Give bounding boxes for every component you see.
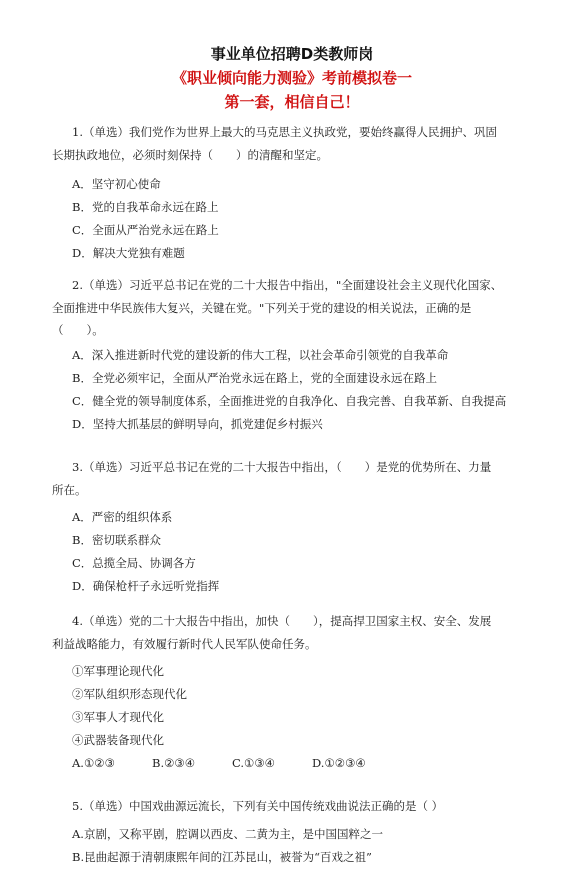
option-d: D．确保枪杆子永远听党指挥 (72, 579, 220, 593)
statement-item: ③军事人才现代化 (72, 710, 164, 724)
question-stem-line: 所在。 (52, 482, 87, 497)
option-a: A．严密的组织体系 (72, 510, 173, 524)
option-d: D．解决大党独有难题 (72, 246, 185, 260)
question-stem-line: 2.（单选）习近平总书记在党的二十大报告中指出，"全面建设社会主义现代化国家、 (72, 278, 503, 292)
option-c: C．总揽全局、协调各方 (72, 556, 196, 570)
option-d: D．坚持大抓基层的鲜明导向，抓党建促乡村振兴 (72, 416, 323, 431)
option-c: C.①③④ (232, 756, 275, 770)
statement-item: ④武器装备现代化 (72, 733, 164, 747)
option-b: B．全党必须牢记，全面从严治党永远在路上，党的全面建设永远在路上 (72, 370, 437, 385)
option-d: D.①②③④ (312, 756, 366, 770)
question-stem-line: 1.（单选）我们党作为世界上最大的马克思主义执政党，要始终赢得人民拥护、巩固 (72, 125, 497, 139)
question-5 (0, 795, 584, 869)
document-subtitle: 《职业倾向能力测验》考前模拟卷一 (171, 69, 412, 87)
question-2 (0, 274, 584, 436)
statement-item: ①军事理论现代化 (72, 664, 164, 678)
question-stem-line: 3.（单选）习近平总书记在党的二十大报告中指出，（ ）是党的优势所在、力量 (72, 460, 492, 474)
option-b: B．密切联系群众 (72, 533, 161, 547)
options-row (0, 752, 584, 775)
document-tagline: 第一套，相信自己！ (224, 93, 360, 111)
option-b: B.②③④ (152, 756, 196, 770)
document-title: 事业单位招聘D类教师岗 (210, 45, 374, 63)
question-stem-line: （ ）。 (52, 323, 104, 337)
question-3 (0, 456, 584, 598)
option-c: C．健全党的领导制度体系，全面推进党的自我净化、自我完善、自我革新、自我提高 (72, 393, 507, 408)
question-stem-line: 长期执政地位，必须时刻保持（ ）的清醒和坚定。 (52, 147, 328, 162)
option-a: A．深入推进新时代党的建设新的伟大工程，以社会革命引领党的自我革命 (72, 347, 449, 362)
question-stem-line: 利益战略能力，有效履行新时代人民军队使命任务。 (52, 636, 317, 651)
option-a: A.①②③ (72, 756, 115, 770)
question-1 (0, 121, 584, 265)
question-4 (0, 610, 584, 775)
question-stem-line: 4.（单选）党的二十大报告中指出，加快（ ），提高捍卫国家主权、安全、发展 (72, 614, 492, 628)
document-header (0, 42, 584, 114)
question-stem-line: 全面推进中华民族伟大复兴，关键在党。"下列关于党的建设的相关说法，正确的是 (52, 300, 472, 315)
statement-item: ②军队组织形态现代化 (72, 687, 187, 701)
option-b: B.昆曲起源于清朝康熙年间的江苏昆山，被誉为“百戏之祖” (72, 849, 372, 864)
option-a: A.京剧，又称平剧，腔调以西皮、二黄为主，是中国国粹之一 (72, 826, 383, 841)
option-b: B．党的自我革命永远在路上 (72, 200, 219, 214)
question-stem-line: 5.（单选）中国戏曲源远流长，下列有关中国传统戏曲说法正确的是（ ） (72, 799, 444, 813)
option-c: C．全面从严治党永远在路上 (72, 223, 219, 237)
option-a: A．坚守初心使命 (72, 177, 161, 191)
